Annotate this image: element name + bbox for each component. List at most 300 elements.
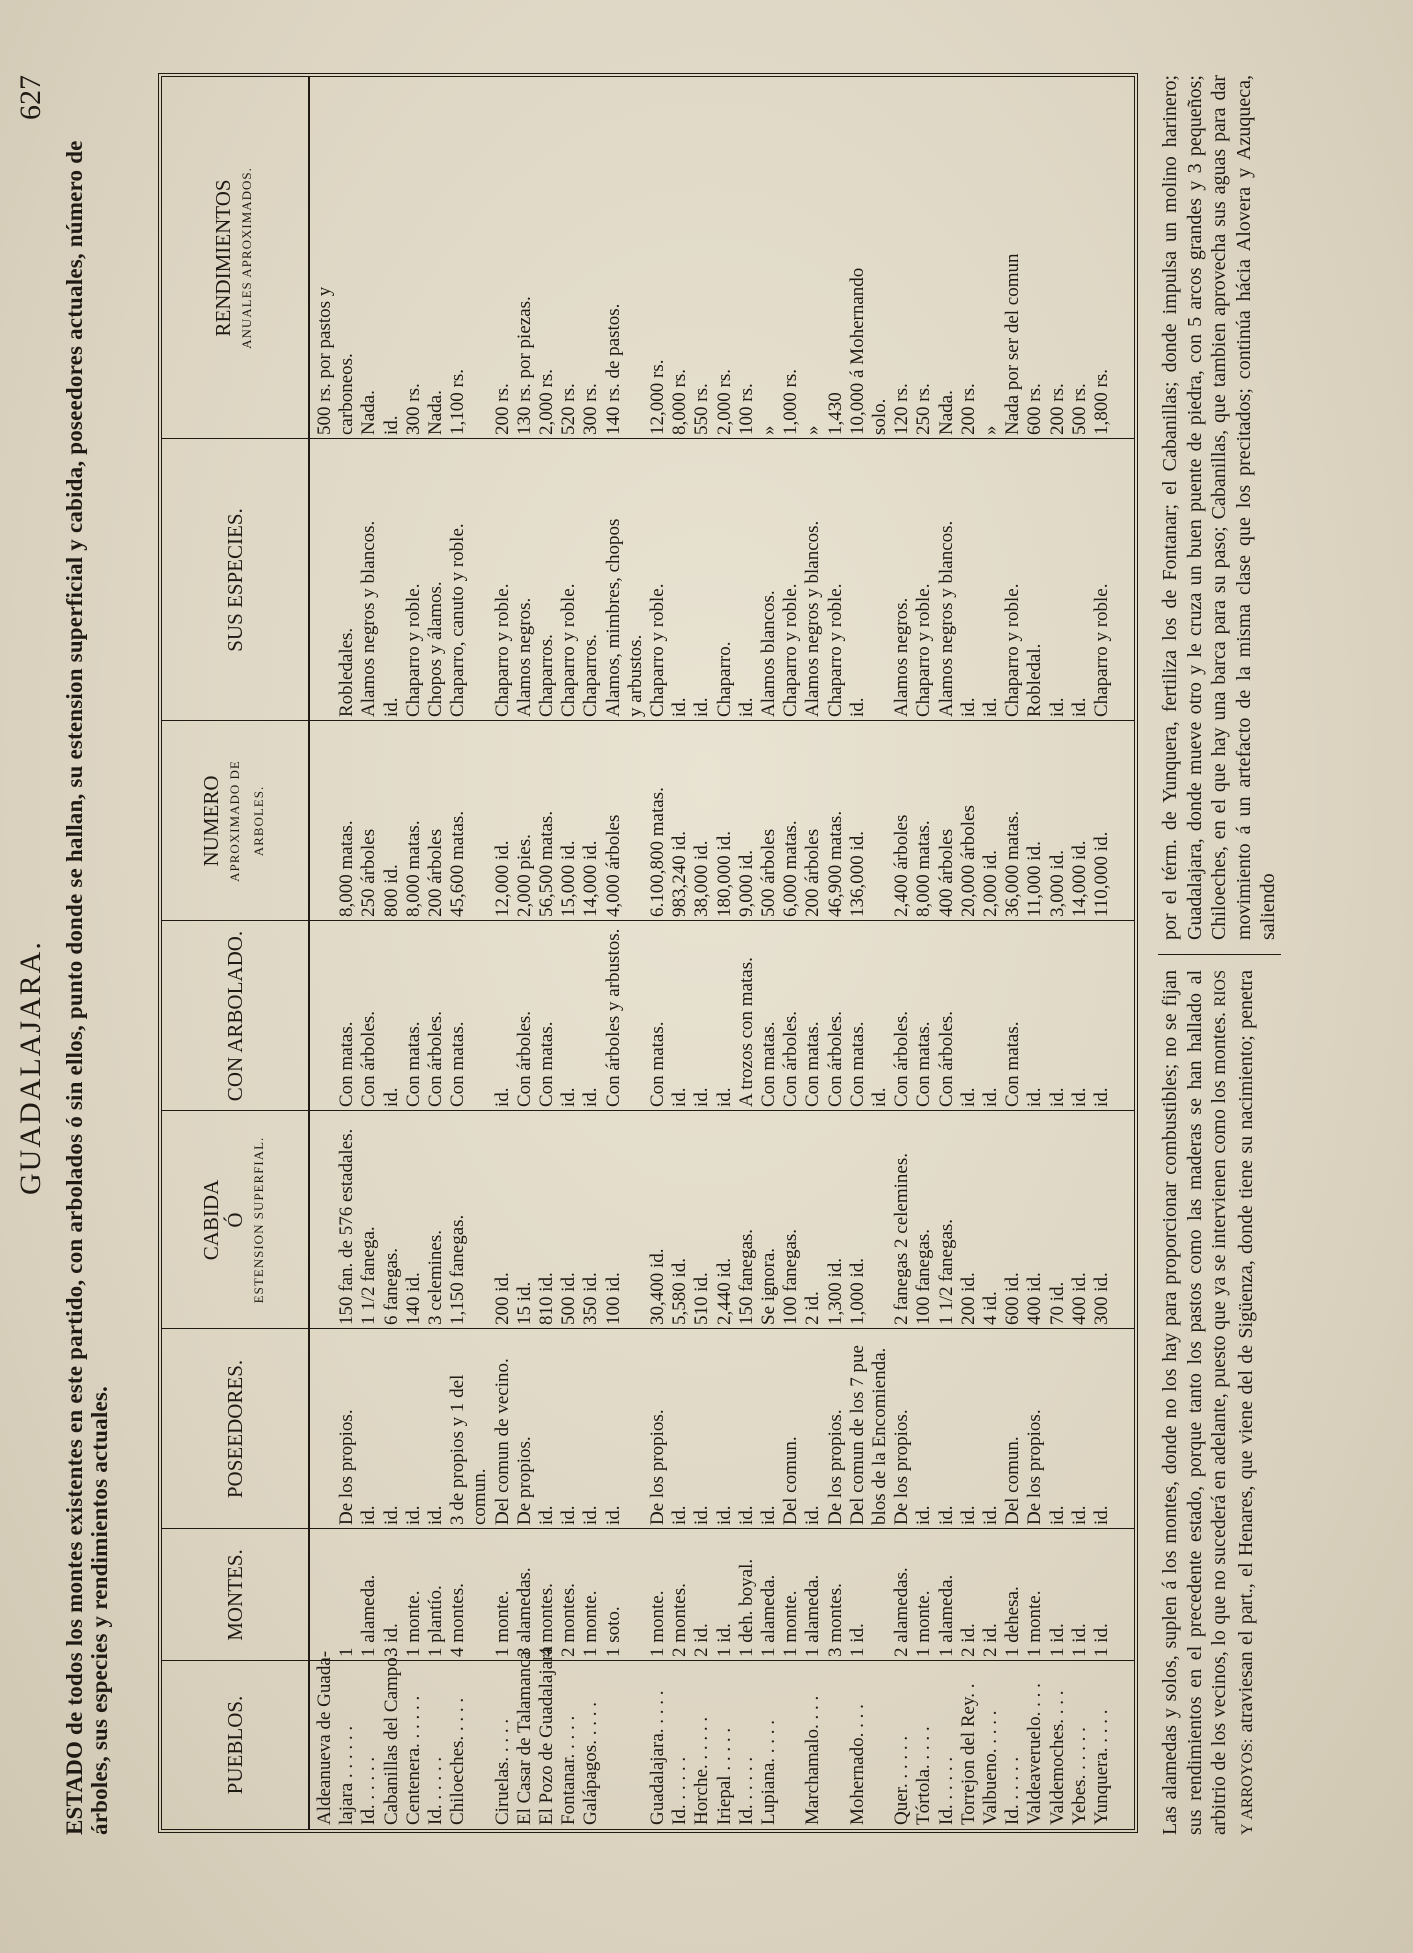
cell-numero: 983,240 id. <box>669 830 691 917</box>
cell-rend: 140 rs. de pastos. <box>602 303 624 435</box>
cell-rend: 12,000 rs. <box>647 359 668 435</box>
cell-monte: 1 monte. <box>402 1590 424 1657</box>
cell-monte: 1 alameda. <box>358 1574 380 1657</box>
table-row <box>1047 77 1069 1829</box>
cell-especies: y arbustos. <box>624 634 646 717</box>
montes-table <box>158 73 1138 1833</box>
table-row <box>403 77 425 1829</box>
cell-monte: 1 soto. <box>602 1606 624 1657</box>
running-title: GUADALAJARA. <box>14 940 47 1195</box>
cell-cabida: 140 id. <box>402 1272 424 1325</box>
table-row <box>869 77 891 1829</box>
cell-especies: id. <box>846 697 868 717</box>
header-numero-label: NUMERO <box>199 775 223 867</box>
cell-pueblo: Ciruelas. . . . . <box>491 1718 513 1825</box>
footnote-columns <box>1158 75 1281 1835</box>
cell-cabida: 15 id. <box>513 1281 535 1325</box>
cell-pueblo: Marchamalo. . . . <box>802 1695 824 1825</box>
table-row <box>691 77 713 1829</box>
cell-cabida: 150 fanegas. <box>735 1228 757 1325</box>
cell-monte: 2 id. <box>980 1623 1001 1657</box>
cell-arbolado: id. <box>957 1087 979 1107</box>
table-row <box>825 77 847 1829</box>
cell-rend: carboneos. <box>336 353 358 435</box>
cell-poseedor: id. <box>580 1505 602 1525</box>
cell-poseedor: id. <box>802 1505 824 1525</box>
cell-arbolado: Con matas. <box>336 1021 358 1107</box>
table-title: ESTADO de todos los montes existentes en este partido, con arbolados ó sin ellos, punto donde se hallan, su estension superficial y cabida, poseedores actuales, número de árboles, sus especies y rendimientos actuales. <box>62 140 112 1835</box>
cell-arbolado: id. <box>1091 1087 1112 1107</box>
cell-arbolado: Con árboles. <box>891 1010 913 1107</box>
cell-especies: id. <box>669 697 691 717</box>
cell-arbolado: Con matas. <box>647 1021 668 1107</box>
table-row <box>647 77 669 1829</box>
table-row <box>514 77 536 1829</box>
cell-numero: 3,000 id. <box>1046 849 1068 917</box>
cell-especies: Chaparro y roble. <box>558 583 580 717</box>
cell-especies: Chaparros. <box>580 634 602 717</box>
cell-poseedor: Del comun. <box>1002 1436 1024 1525</box>
cell-pueblo: Torrejon del Rey. . <box>957 1683 979 1825</box>
cell-arbolado: A trozos con matas. <box>735 957 757 1107</box>
cell-especies: Chopos y álamos. <box>425 581 446 717</box>
cell-rend: 1,100 rs. <box>447 369 469 435</box>
cell-especies: Chaparro y roble. <box>780 583 802 717</box>
cell-especies: Robledal. <box>1024 643 1046 717</box>
cell-arbolado: Con matas. <box>913 1021 935 1107</box>
cell-rend: » <box>802 425 824 435</box>
cell-cabida: 2 id. <box>802 1291 824 1325</box>
header-poseedores-label: POSEEDORES. <box>223 1359 247 1499</box>
cell-rend: » <box>980 425 1001 435</box>
cell-rend: 300 rs. <box>580 383 602 435</box>
cell-numero: 56,500 matas. <box>536 810 557 917</box>
cell-rend: 120 rs. <box>891 383 913 435</box>
cell-numero: 46,900 matas. <box>824 810 846 917</box>
cell-especies: id. <box>380 697 402 717</box>
cell-poseedor: Del comun. <box>780 1436 802 1525</box>
cell-monte: 1 id. <box>713 1623 735 1657</box>
table-row <box>714 77 736 1829</box>
cell-poseedor: id. <box>425 1505 446 1525</box>
cell-pueblo: Horche. . . . . . <box>691 1716 713 1825</box>
cell-monte: 1 monte. <box>580 1590 602 1657</box>
table-row <box>469 77 491 1829</box>
cell-pueblo: El Pozo de Guadalajara <box>536 1646 557 1825</box>
cell-poseedor: De los propios. <box>824 1409 846 1525</box>
cell-numero: 8,000 matas. <box>913 820 935 917</box>
table-body <box>314 77 1134 1829</box>
cell-rend: 500 rs. <box>1068 383 1090 435</box>
cell-especies: Chaparro y roble. <box>1091 583 1112 717</box>
cell-poseedor: id. <box>913 1505 935 1525</box>
cell-especies: Chaparro, canuto y roble. <box>447 523 469 717</box>
cell-especies: Chaparro y roble. <box>647 583 668 717</box>
cell-monte: 1 id. <box>1046 1623 1068 1657</box>
cell-pueblo: Quer. . . . . . <box>891 1735 913 1825</box>
cell-rend: » <box>758 425 779 435</box>
cell-poseedor: id. <box>1068 1505 1090 1525</box>
cell-poseedor: id. <box>602 1505 624 1525</box>
cell-rend: 2,000 rs. <box>713 369 735 435</box>
cell-arbolado: id. <box>1024 1087 1046 1107</box>
table-row <box>913 77 935 1829</box>
cell-rend: 550 rs. <box>691 383 713 435</box>
cell-cabida: 100 fanegas. <box>913 1228 935 1325</box>
table-row <box>536 77 558 1829</box>
cell-poseedor: id. <box>957 1505 979 1525</box>
cell-pueblo: Valdemoches. . . . <box>1046 1690 1068 1825</box>
cell-cabida: 30,400 id. <box>647 1248 668 1325</box>
cell-numero: 2,400 árboles <box>891 814 913 917</box>
cell-especies: Alamos negros. <box>891 597 913 717</box>
table-row <box>891 77 913 1829</box>
cell-pueblo: Fontanar. . . . . <box>558 1715 580 1825</box>
footnote-rios-label: RIOS Y ARROYOS: <box>1212 969 1256 1835</box>
cell-poseedor: id. <box>536 1505 557 1525</box>
cell-rend: 10,000 á Mohernando <box>846 267 868 435</box>
cell-rend: 600 rs. <box>1024 383 1046 435</box>
cell-pueblo: Id. . . . . . <box>735 1756 757 1825</box>
cell-numero: 36,000 matas. <box>1002 810 1024 917</box>
cell-cabida: 1,150 fanegas. <box>447 1214 469 1325</box>
cell-arbolado: Con árboles. <box>425 1010 446 1107</box>
cell-numero: 200 árboles <box>425 828 446 917</box>
cell-numero: 800 id. <box>380 864 402 917</box>
cell-monte: 1 monte. <box>1024 1590 1046 1657</box>
cell-cabida: 1,300 id. <box>824 1257 846 1325</box>
cell-rend: 250 rs. <box>913 383 935 435</box>
header-arbolado <box>162 921 308 1111</box>
cell-especies: Chaparro y roble. <box>491 583 513 717</box>
table-row <box>758 77 780 1829</box>
header-especies <box>162 439 308 721</box>
cell-pueblo: Id. . . . . . <box>1002 1756 1024 1825</box>
cell-arbolado: id. <box>580 1087 602 1107</box>
cell-monte: 1 dehesa. <box>1002 1586 1024 1657</box>
cell-cabida: 150 fan. de 576 estadales. <box>336 1128 358 1325</box>
cell-cabida: 1 1/2 fanegas. <box>935 1218 957 1325</box>
cell-numero: 250 árboles <box>358 828 380 917</box>
table-row <box>669 77 691 1829</box>
cell-numero: 6,000 matas. <box>780 820 802 917</box>
cell-pueblo: Cabanillas del Campo. <box>380 1652 402 1825</box>
cell-especies: id. <box>1068 697 1090 717</box>
cell-monte: 1 alameda. <box>802 1574 824 1657</box>
cell-arbolado: id. <box>380 1087 402 1107</box>
cell-rend: 1,800 rs. <box>1091 369 1112 435</box>
table-row <box>580 77 602 1829</box>
cell-arbolado: id. <box>1068 1087 1090 1107</box>
cell-rend: Nada. <box>358 390 380 435</box>
cell-monte: 2 id. <box>691 1623 713 1657</box>
cell-cabida: 500 id. <box>558 1272 580 1325</box>
cell-cabida: 400 id. <box>1068 1272 1090 1325</box>
cell-poseedor: id. <box>402 1505 424 1525</box>
cell-cabida: 6 fanegas. <box>380 1247 402 1325</box>
table-row <box>847 77 869 1829</box>
table-row <box>802 77 824 1829</box>
cell-arbolado: Con matas. <box>802 1021 824 1107</box>
cell-especies: Alamos negros y blancos. <box>358 520 380 717</box>
cell-pueblo: Chiloeches. . . . . <box>447 1697 469 1825</box>
table-row <box>381 77 403 1829</box>
cell-poseedor: Del comun de los 7 pue <box>846 1345 868 1525</box>
footnote-para2: atraviesan el part., el Henares, que viene del de Sigüenza, donde tiene su nacimiento; penetra por el térm. de Yunquera, fertiliza los de Fontanar; el Cabanillas; donde impulsa un molino harinero; Guadalajara, donde mueve otro y le cruza un buen puente de piedra, con 5 arcos grandes y 3 pequeños; Chiloeches, en el que hay una barca para su paso; Cabanillas, que tambien aprovecha sus aguas para dar movimiento á un artefacto de la misma clase que los precitados; continúa hácia Alovera y Azuqueca, saliendo <box>1159 75 1279 1733</box>
cell-especies: Alamos negros. <box>513 597 535 717</box>
header-cabida <box>162 1111 308 1329</box>
cell-cabida: 70 id. <box>1046 1281 1068 1325</box>
cell-poseedor: Del comun de vecino. <box>491 1358 513 1525</box>
cell-pueblo: Iriepal . . . . . <box>713 1727 735 1825</box>
cell-arbolado: id. <box>713 1087 735 1107</box>
cell-poseedor: blos de la Encomienda. <box>869 1347 890 1525</box>
footnote-para1: Las alamedas y solos, suplen á los montes, donde no los hay para proporcionar combustibles; no se fijan sus rendimientos en el precedente estado, porque tanto los pastos como las maderas se han hallado al arbitrio de los vecinos, lo que no sucederá en adelante, puesto que ya se intervienen como los montes. <box>1159 970 1230 1835</box>
cell-poseedor: De los propios. <box>891 1409 913 1525</box>
table-row <box>1091 77 1113 1829</box>
footnote <box>1158 75 1281 1835</box>
cell-pueblo: Guadalajara. . . . . <box>647 1690 668 1825</box>
cell-numero: 8,000 matas. <box>402 820 424 917</box>
cell-monte: 1 monte. <box>913 1590 935 1657</box>
cell-monte: 1 monte. <box>647 1590 668 1657</box>
cell-monte: 1 <box>336 1647 358 1657</box>
cell-monte: 1 deh. boyal. <box>735 1558 757 1657</box>
cell-monte: 4 montes. <box>536 1583 557 1657</box>
cell-rend: Nada. <box>425 390 446 435</box>
cell-pueblo: Id. . . . . . <box>425 1756 446 1825</box>
cell-rend: 200 rs. <box>957 383 979 435</box>
cell-pueblo: Valdeaveruelo. . . . <box>1024 1683 1046 1825</box>
cell-rend: 300 rs. <box>402 383 424 435</box>
table-row <box>314 77 336 1829</box>
cell-arbolado: Con matas. <box>758 1021 779 1107</box>
cell-poseedor: id. <box>980 1505 1001 1525</box>
cell-cabida: 1,000 id. <box>846 1257 868 1325</box>
cell-rend: solo. <box>869 398 890 435</box>
cell-pueblo: Mohernado. . . . <box>846 1704 868 1825</box>
cell-especies: Chaparro y roble. <box>402 583 424 717</box>
cell-monte: 1 monte. <box>491 1590 513 1657</box>
cell-pueblo: Id. . . . . . <box>358 1756 380 1825</box>
cell-cabida: 2,440 id. <box>713 1257 735 1325</box>
cell-cabida: 350 id. <box>580 1272 602 1325</box>
cell-poseedor: id. <box>558 1505 580 1525</box>
cell-numero: 110,000 id. <box>1091 831 1112 917</box>
cell-numero: 2,000 id. <box>980 849 1001 917</box>
cell-numero: 136,000 id. <box>846 830 868 917</box>
cell-monte: 1 id. <box>846 1623 868 1657</box>
cell-poseedor: id. <box>380 1505 402 1525</box>
cell-rend: 8,000 rs. <box>669 369 691 435</box>
cell-pueblo: El Casar de Talamanca <box>513 1651 535 1825</box>
cell-poseedor: id. <box>713 1505 735 1525</box>
cell-arbolado: Con árboles. <box>513 1010 535 1107</box>
cell-rend: 200 rs. <box>1046 383 1068 435</box>
table-row <box>425 77 447 1829</box>
cell-arbolado: id. <box>669 1087 691 1107</box>
table-row <box>1002 77 1024 1829</box>
header-especies-label: SUS ESPECIES. <box>223 508 247 652</box>
cell-monte: 3 alamedas. <box>513 1567 535 1657</box>
cell-especies: Chaparro y roble. <box>1002 583 1024 717</box>
cell-numero: 38,000 id. <box>691 840 713 917</box>
cell-monte: 1 plantío. <box>425 1585 446 1657</box>
cell-arbolado: Con matas. <box>1002 1021 1024 1107</box>
cell-especies: Chaparro. <box>713 641 735 717</box>
cell-rend: Nada por ser del comun <box>1002 253 1024 435</box>
cell-cabida: Se ignora. <box>758 1247 779 1325</box>
cell-arbolado: id. <box>491 1087 513 1107</box>
cell-monte: 2 montes. <box>669 1583 691 1657</box>
table-row <box>1069 77 1091 1829</box>
cell-cabida: 2 fanegas 2 celemines. <box>891 1153 913 1325</box>
cell-rend: 2,000 rs. <box>536 369 557 435</box>
cell-monte: 4 montes. <box>447 1583 469 1657</box>
page-number: 627 <box>14 75 47 120</box>
cell-poseedor: id. <box>669 1505 691 1525</box>
cell-arbolado: Con árboles. <box>780 1010 802 1107</box>
cell-poseedor: id. <box>735 1505 757 1525</box>
cell-pueblo: Centenera. . . . . . <box>402 1695 424 1825</box>
cell-arbolado: id. <box>558 1087 580 1107</box>
cell-cabida: 3 celemines. <box>425 1230 446 1325</box>
cell-arbolado: id. <box>869 1087 890 1107</box>
cell-poseedor: 3 de propios y 1 del <box>447 1374 469 1525</box>
cell-monte: 2 id. <box>957 1623 979 1657</box>
cell-arbolado: id. <box>691 1087 713 1107</box>
cell-numero: 4,000 árboles <box>602 814 624 917</box>
table-row <box>1024 77 1046 1829</box>
header-montes-label: MONTES. <box>223 1549 247 1641</box>
cell-numero: 14,000 id. <box>1068 840 1090 917</box>
running-header <box>14 75 54 1835</box>
cell-especies: Chaparros. <box>536 634 557 717</box>
table-row <box>447 77 469 1829</box>
cell-poseedor: comun. <box>469 1468 491 1525</box>
cell-cabida: 200 id. <box>957 1272 979 1325</box>
cell-pueblo: Lupiana. . . . . <box>758 1719 779 1825</box>
cell-rend: 1,000 rs. <box>780 369 802 435</box>
cell-poseedor: id. <box>935 1505 957 1525</box>
cell-especies: Chaparro y roble. <box>913 583 935 717</box>
cell-numero: 11,000 id. <box>1024 841 1046 917</box>
cell-especies: id. <box>735 697 757 717</box>
cell-especies: Alamos negros y blancos. <box>935 520 957 717</box>
header-pueblos-label: PUEBLOS. <box>223 1695 247 1795</box>
table-row <box>736 77 758 1829</box>
cell-rend: 500 rs. por pastos y <box>314 286 335 435</box>
cell-numero: 45,600 matas. <box>447 810 469 917</box>
header-cabida-sub: ESTENSION SUPERFIAL. <box>251 1136 266 1304</box>
cell-pueblo: Galápagos. . . . . <box>580 1702 602 1825</box>
cell-especies: Alamos blancos. <box>758 590 779 717</box>
cell-rend: Nada. <box>935 390 957 435</box>
cell-especies: Alamos, mimbres, chopos <box>602 518 624 717</box>
cell-rend: id. <box>380 415 402 435</box>
cell-especies: id. <box>980 697 1001 717</box>
cell-poseedor: id. <box>691 1505 713 1525</box>
table-row <box>603 77 625 1829</box>
cell-poseedor: De los propios. <box>1024 1409 1046 1525</box>
cell-poseedor: id. <box>1091 1505 1112 1525</box>
header-numero-sub1: APROXIMADO DE <box>227 760 242 882</box>
cell-numero: 2,000 pies. <box>513 834 535 917</box>
cell-arbolado: Con árboles y arbustos. <box>602 928 624 1107</box>
cell-cabida: 810 id. <box>536 1272 557 1325</box>
cell-numero: 500 árboles <box>758 828 779 917</box>
cell-poseedor: id. <box>358 1505 380 1525</box>
cell-rend: 100 rs. <box>735 383 757 435</box>
cell-rend: 1,430 <box>824 392 846 435</box>
header-cabida-o: Ó <box>223 1212 247 1228</box>
cell-especies: id. <box>691 697 713 717</box>
cell-monte: 1 id. <box>1091 1623 1112 1657</box>
cell-cabida: 1 1/2 fanega. <box>358 1226 380 1325</box>
table-row <box>936 77 958 1829</box>
cell-cabida: 100 fanegas. <box>780 1228 802 1325</box>
cell-numero: 20,000 árboles <box>957 805 979 917</box>
cell-cabida: 600 id. <box>1002 1272 1024 1325</box>
table-row <box>558 77 580 1829</box>
header-pueblos <box>162 1661 308 1829</box>
cell-poseedor: De propios. <box>513 1436 535 1525</box>
cell-pueblo: Valbueno. . . . . <box>980 1710 1001 1825</box>
table-row <box>780 77 802 1829</box>
cell-monte: 1 alameda. <box>758 1574 779 1657</box>
table-row <box>358 77 380 1829</box>
cell-poseedor: id. <box>758 1505 779 1525</box>
cell-numero: 200 árboles <box>802 828 824 917</box>
cell-rend: 520 rs. <box>558 383 580 435</box>
cell-monte: 2 alamedas. <box>891 1567 913 1657</box>
cell-arbolado: Con matas. <box>402 1021 424 1107</box>
cell-pueblo: Tórtola. . . . . <box>913 1726 935 1825</box>
cell-cabida: 400 id. <box>1024 1272 1046 1325</box>
cell-rend: 130 rs. por piezas. <box>513 296 535 435</box>
cell-arbolado: Con matas. <box>536 1021 557 1107</box>
cell-especies: Robledales. <box>336 627 358 717</box>
cell-poseedor: id. <box>1046 1505 1068 1525</box>
cell-monte: 1 monte. <box>780 1590 802 1657</box>
cell-poseedor: De los propios. <box>336 1409 358 1525</box>
cell-numero: 14,000 id. <box>580 840 602 917</box>
table-row <box>336 77 358 1829</box>
cell-numero: 15,000 id. <box>558 840 580 917</box>
cell-numero: 400 árboles <box>935 828 957 917</box>
header-rend-sub: ANUALES APROXIMADOS. <box>239 167 254 349</box>
cell-monte: 3 id. <box>380 1623 402 1657</box>
header-rendimientos <box>162 77 308 439</box>
header-arbolado-label: CON ARBOLADO. <box>223 930 247 1102</box>
cell-monte: 1 id. <box>1068 1623 1090 1657</box>
cell-arbolado: id. <box>980 1087 1001 1107</box>
header-montes <box>162 1529 308 1661</box>
cell-monte: 1 alameda. <box>935 1574 957 1657</box>
cell-pueblo: Aldeanueva de Guada- <box>314 1650 335 1825</box>
cell-arbolado: Con matas. <box>846 1021 868 1107</box>
cell-pueblo: Id. . . . . . <box>935 1756 957 1825</box>
cell-monte: 3 montes. <box>824 1583 846 1657</box>
table-row <box>492 77 514 1829</box>
table-row <box>980 77 1002 1829</box>
cell-cabida: 200 id. <box>491 1272 513 1325</box>
header-numero <box>162 721 308 921</box>
cell-numero: 8,000 matas. <box>336 820 358 917</box>
cell-poseedor: De los propios. <box>647 1409 668 1525</box>
table-row <box>625 77 647 1829</box>
cell-rend: 200 rs. <box>491 383 513 435</box>
